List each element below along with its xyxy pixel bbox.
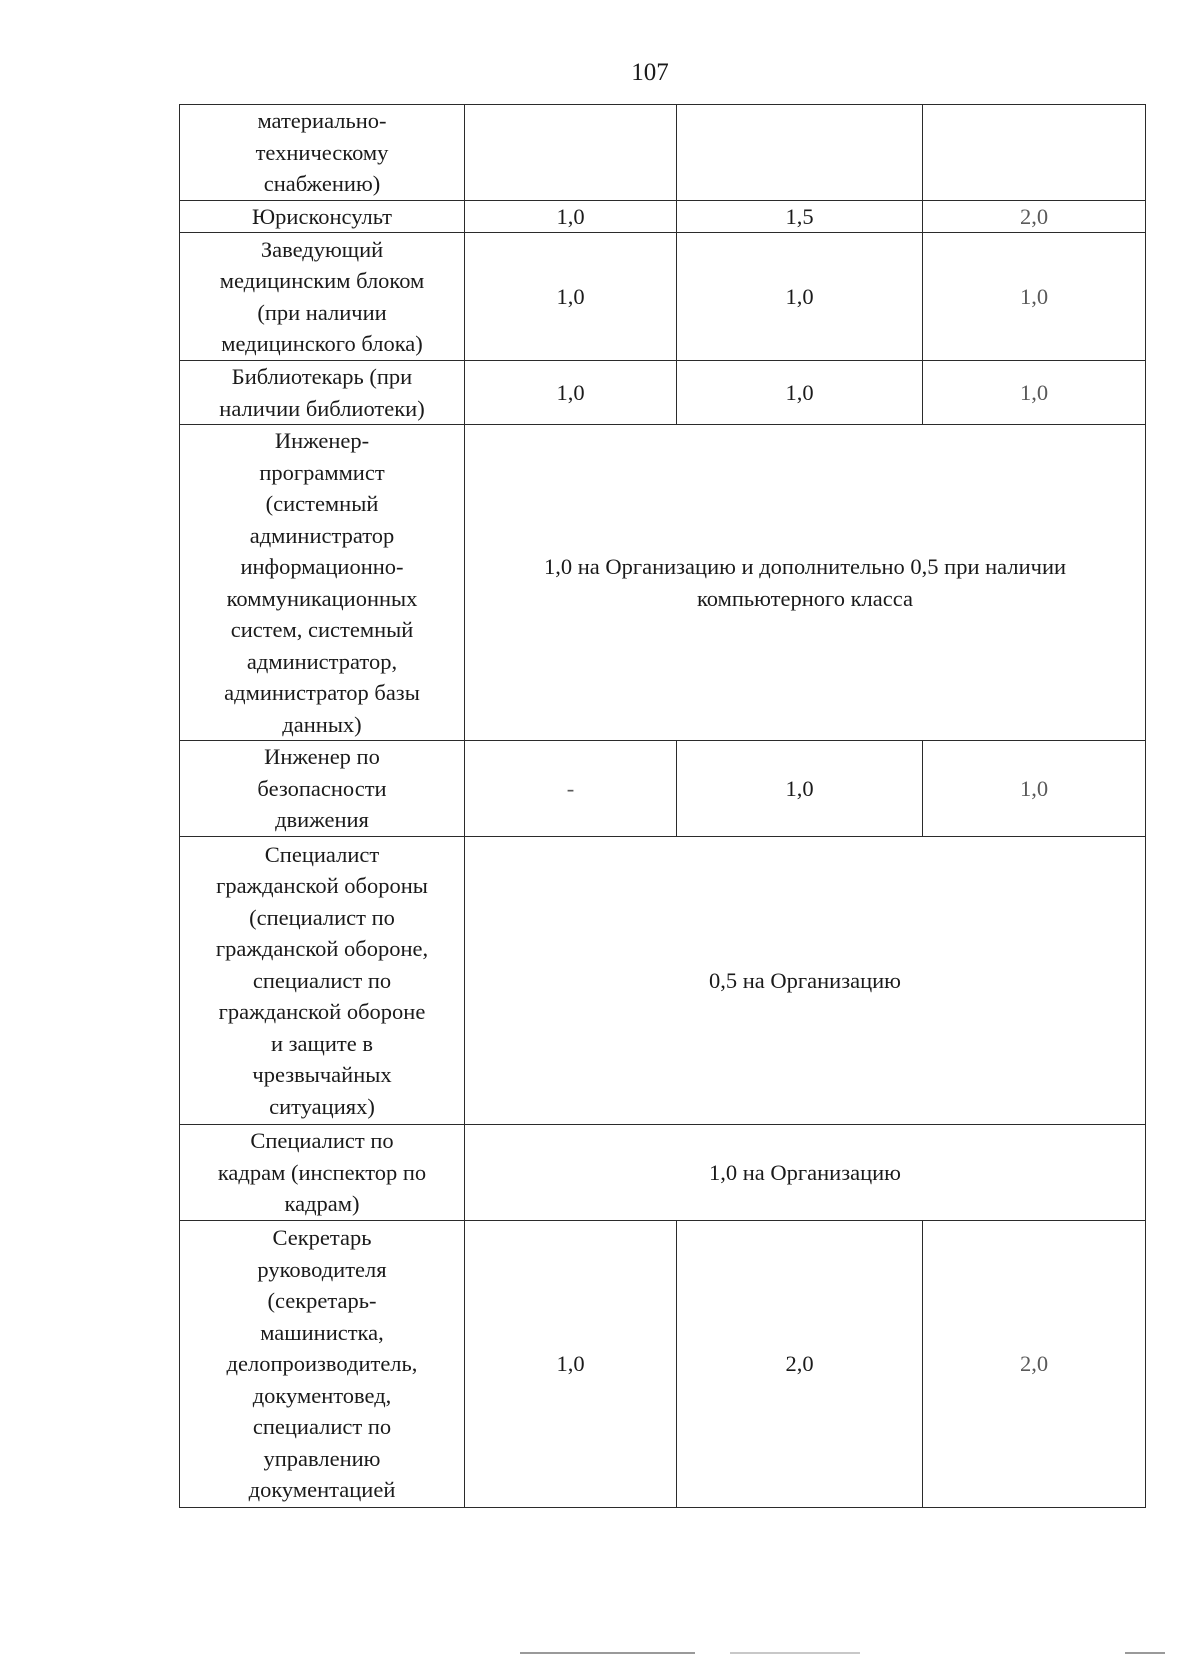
page-number: 107 xyxy=(631,59,669,86)
merged-value-cell: 0,5 на Организацию xyxy=(465,837,1146,1125)
value-cell-3 xyxy=(923,105,1146,201)
staffing-norms-table xyxy=(179,104,1146,1508)
value-cell-2: 2,0 xyxy=(677,1221,923,1508)
value-cell-3: 2,0 xyxy=(923,200,1146,233)
value-cell-1: - xyxy=(465,741,677,837)
value-cell-2: 1,0 xyxy=(677,361,923,425)
table-row xyxy=(180,1221,1146,1508)
position-cell: Инженер по безопасности движения xyxy=(180,741,465,837)
value-cell-1: 1,0 xyxy=(465,1221,677,1508)
value-cell-2 xyxy=(677,105,923,201)
value-cell-1 xyxy=(465,105,677,201)
position-cell: Инженер- программист (системный администратор информационно- коммуникационных систем, системный администратор, администратор базы данных) xyxy=(180,425,465,741)
value-cell-2: 1,0 xyxy=(677,233,923,361)
table-row xyxy=(180,361,1146,425)
table-row xyxy=(180,200,1146,233)
table-row xyxy=(180,741,1146,837)
value-cell-3: 1,0 xyxy=(923,741,1146,837)
table-row xyxy=(180,233,1146,361)
merged-value-cell: 1,0 на Организацию xyxy=(465,1125,1146,1221)
value-cell-1: 1,0 xyxy=(465,233,677,361)
table-row xyxy=(180,425,1146,741)
position-cell: Юрисконсульт xyxy=(180,200,465,233)
position-cell: Секретарь руководителя (секретарь- машинистка, делопроизводитель, документовед, специалист по управлению документацией xyxy=(180,1221,465,1508)
scan-artifact-rule xyxy=(520,1652,695,1654)
value-cell-2: 1,5 xyxy=(677,200,923,233)
position-cell: Библиотекарь (при наличии библиотеки) xyxy=(180,361,465,425)
table-row xyxy=(180,837,1146,1125)
value-cell-3: 2,0 xyxy=(923,1221,1146,1508)
scan-artifact-rule xyxy=(730,1652,860,1654)
table-row xyxy=(180,1125,1146,1221)
value-cell-3: 1,0 xyxy=(923,233,1146,361)
position-cell: Заведующий медицинским блоком (при наличии медицинского блока) xyxy=(180,233,465,361)
table-body xyxy=(180,105,1146,1508)
position-cell: Специалист по кадрам (инспектор по кадрам) xyxy=(180,1125,465,1221)
value-cell-2: 1,0 xyxy=(677,741,923,837)
value-cell-1: 1,0 xyxy=(465,361,677,425)
position-cell: материально- техническому снабжению) xyxy=(180,105,465,201)
position-cell: Специалист гражданской обороны (специалист по гражданской обороне, специалист по гражданской обороне и защите в чрезвычайных ситуациях) xyxy=(180,837,465,1125)
value-cell-1: 1,0 xyxy=(465,200,677,233)
merged-value-cell: 1,0 на Организацию и дополнительно 0,5 при наличии компьютерного класса xyxy=(465,425,1146,741)
table-row xyxy=(180,105,1146,201)
scan-artifact-rule xyxy=(1125,1652,1165,1654)
value-cell-3: 1,0 xyxy=(923,361,1146,425)
